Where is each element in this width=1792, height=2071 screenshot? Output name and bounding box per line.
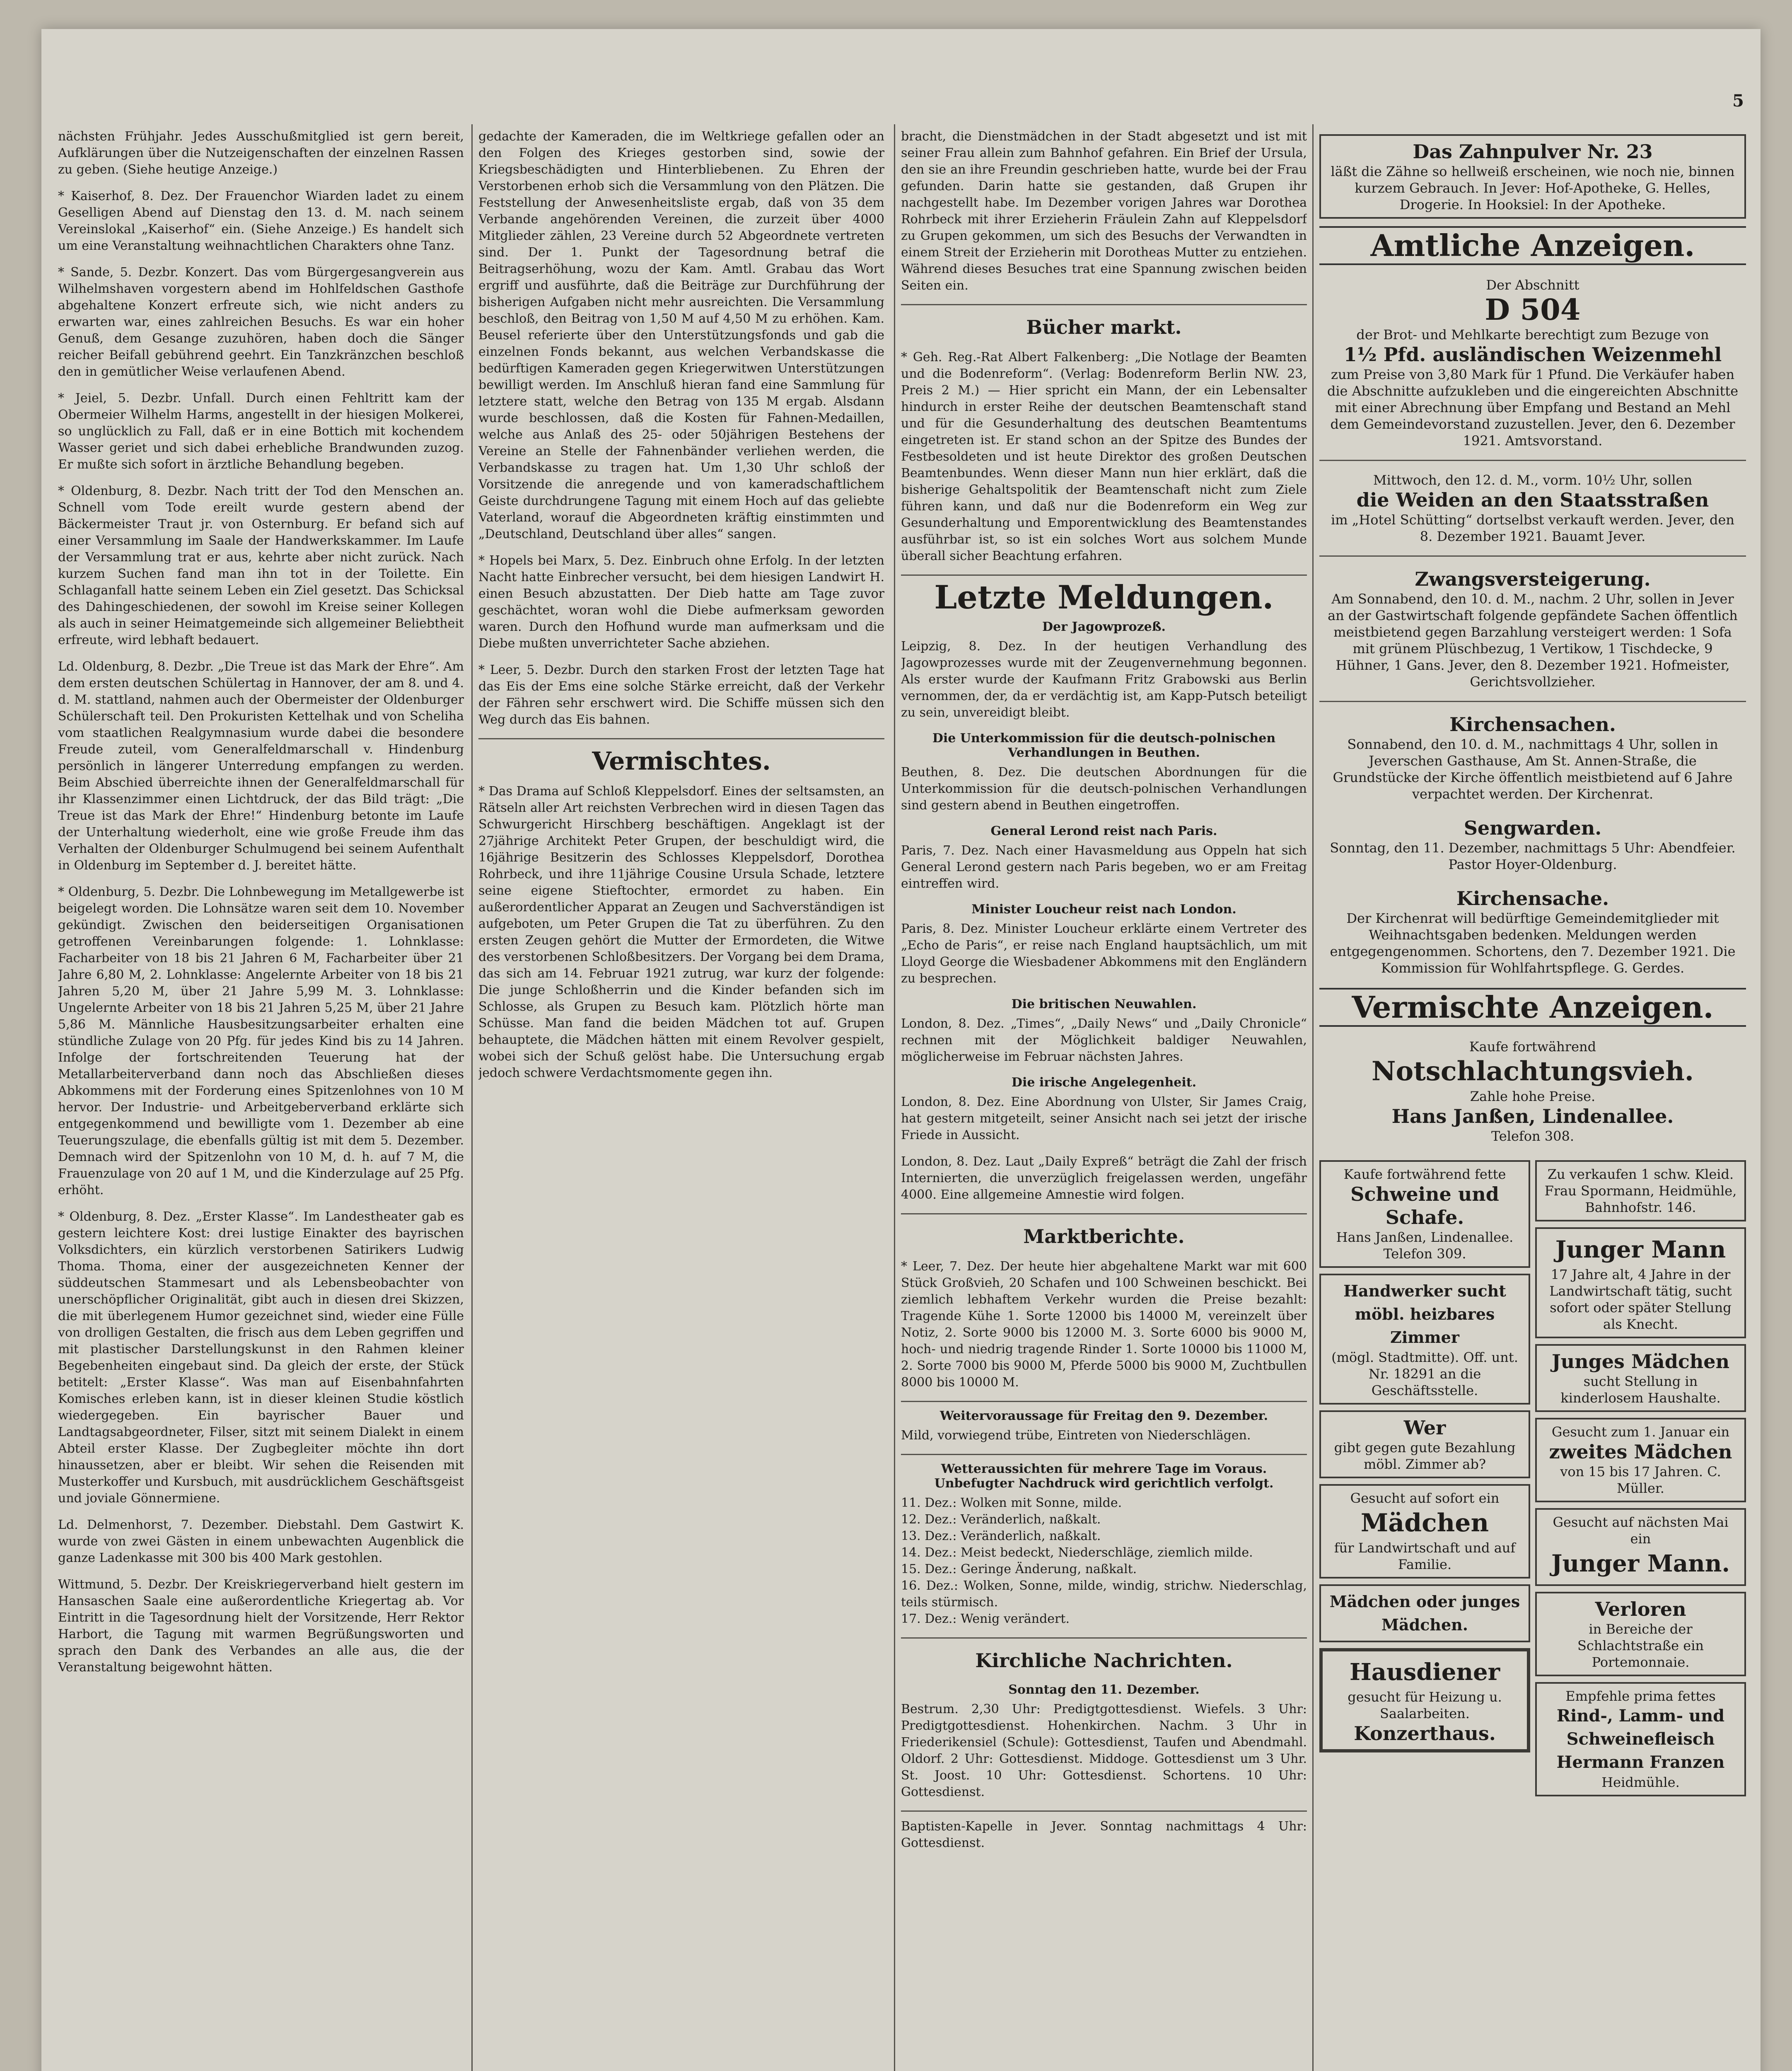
weather-line: 14. Dez.: Meist bedeckt, Niederschläge, ziemlich milde.: [901, 1545, 1253, 1560]
article: Ld. Oldenburg, 8. Dezbr. „Die Treue ist das Mark der Ehre“. Am dem ersten deutschen Schülertag in Hannover, der am 8. und 4. d. M. stattland, nahmen auch der Obermeister der Oldenburger Schülerschaft teil. Den Prokuristen Kettelhak und von Scheliha vom staatlichen Realgymnasium wurde dabei die besondere Freude zuteil, vom Generalfeldmarschall v. Hindenburg persönlich in längerer Unterredung empfangen zu werden. Beim Abschied überreichte ihnen der Generalfeldmarschall für ihr Klassenzimmer einen Lichtdruck, der das Bild trägt: „Die Treue ist das Mark der Ehre!“ Hindenburg betonte im Laufe der Unterhaltung wiederholt, eine wie große Freude ihm das Verhalten der Oldenburger Schulmugend bei seinem Aufenthalt in Oldenburg im September d. J. bereitet hätte.: [58, 659, 464, 873]
article: Leipzig, 8. Dez. In der heutigen Verhandlung des Jagowprozesses wurde mit der Zeugenvernehmung begonnen. Als erster wurde der Kaufmann Fritz Grabowski aus Berlin vernommen, der, da er verdächtig ist, am Kapp-Putsch beteiligt zu sein, unvereidigt bleibt.: [901, 639, 1307, 720]
divider: [901, 1810, 1307, 1812]
divider: [901, 304, 1307, 305]
ad-text: Zahle hohe Preise.: [1470, 1089, 1596, 1104]
section-title-vermischte-anzeigen: Vermischte Anzeigen.: [1319, 988, 1746, 1027]
ad-headline: Zwangsversteigerung.: [1415, 568, 1651, 590]
headline: Die britischen Neuwahlen.: [1011, 997, 1197, 1011]
headline: Die Unterkommission für die deutsch-polnischen Verhandlungen in Beuthen.: [932, 731, 1276, 760]
ad-grid-right: [1535, 1154, 1746, 1802]
headline: Sonntag den 11. Dezember.: [1008, 1682, 1200, 1697]
ad-verloren: [1535, 1592, 1746, 1676]
article: * Das Drama auf Schloß Kleppelsdorf. Eines der seltsamsten, an Rätseln aller Art reichsten Verbrechen wird in diesen Tagen das Schwurgericht Hirschberg beschäftigen. Angeklagt ist der 27jährige Architekt Peter Grupen, der beschuldigt wird, die 16jährige Besitzerin des Schlosses Kleppelsdorf, Dorothea Rohrbeck, und ihre 11jährige Cousine Ursula Schade, letztere seine eigene Stieftochter, ermordet zu haben. Ein außerordentlicher Apparat an Zeugen und Sachverständigen ist aufgeboten, um Peter Grupen die Tat zu überführen. Zu den ersten Zeugen gehört die Mutter der Ermordeten, die Witwe des verstorbenen Schloßbesitzers. Der Vorgang bei dem Drama, das sich am 14. Februar 1921 zutrug, war kurz der folgende: Die junge Schloßherrin und die Kinder befanden sich im Schlosse, als Grupen zu Besuch kam. Plötzlich hörte man Schüsse. Man fand die beiden Mädchen tot auf. Grupen behauptete, die Mädchen hätten mit einem Revolver gespielt, wobei sich der Schuß gelöst habe. Die Untersuchung ergab jedoch schwere Verdachtsmomente gegen ihn.: [478, 784, 884, 1080]
ad-text: gibt gegen gute Bezahlung möbl. Zimmer ab?: [1334, 1440, 1516, 1472]
ad-sengwarden: [1319, 812, 1746, 877]
divider: [1319, 555, 1746, 557]
ad-zahnpulver: [1319, 134, 1746, 219]
ad-text: Telefon 308.: [1491, 1128, 1575, 1144]
ad-headline: Handwerker sucht möbl. heizbares Zimmer: [1343, 1282, 1506, 1347]
ad-text: der Brot- und Mehlkarte berechtigt zum Bezuge von: [1356, 327, 1709, 343]
column-advertisements: [1319, 128, 1746, 2071]
ad-headline: Das Zahnpulver Nr. 23: [1413, 140, 1653, 163]
ad-zwangsversteigerung: [1319, 563, 1746, 694]
ad-maedchen-oder: [1319, 1584, 1530, 1642]
column-local-news: [58, 128, 464, 2071]
column-news-3: [901, 128, 1307, 2071]
ad-text: (mögl. Stadtmitte). Off. unt. Nr. 18291 an die Geschäftsstelle.: [1331, 1349, 1518, 1398]
ad-headline: Hermann Franzen: [1556, 1752, 1725, 1772]
section-title-marktberichte: Marktberichte.: [1023, 1225, 1185, 1248]
ad-junges-maedchen: [1535, 1344, 1746, 1412]
ad-headline: Hans Janßen, Lindenallee.: [1391, 1105, 1674, 1127]
ad-headline: zweites Mädchen: [1549, 1441, 1732, 1463]
ad-text: sucht Stellung in kinderlosem Haushalte.: [1560, 1373, 1721, 1406]
article: * Jeiel, 5. Dezbr. Unfall. Durch einen Fehltritt kam der Obermeier Wilhelm Harms, angestellt in der hiesigen Molkerei, so unglücklich zu Fall, daß er in eine Bottich mit kochendem Wasser geriet und sich dabei erhebliche Brandwunden zuzog. Er mußte sich sofort in ärztliche Behandlung begeben.: [58, 391, 464, 472]
ad-text: zum Preise von 3,80 Mark für 1 Pfund. Die Verkäufer haben die Abschnitte aufzukleben und die eingereichten Abschnitte mit einer Abrechnung über Empfang und Bestand an Mehl dem Gemeindevorstand zuzustellen. Jever, den 6. Dezember 1921. Amtsvorstand.: [1327, 367, 1739, 449]
article: * Leer, 5. Dezbr. Durch den starken Frost der letzten Tage hat das Eis der Ems eine solche Stärke erreicht, daß der Verkehr der Fähren sehr erschwert wird. Die Schiffe müssen sich den Weg durch das Eis bahnen.: [478, 663, 884, 727]
headline: General Lerond reist nach Paris.: [990, 824, 1217, 838]
divider: [1319, 460, 1746, 461]
section-title-kirchliche-nachrichten: Kirchliche Nachrichten.: [975, 1649, 1233, 1672]
ad-handwerker: [1319, 1274, 1530, 1405]
ad-text: Sonnabend, den 10. d. M., nachmittags 4 Uhr, sollen in Jeverschen Gasthause, Am St. Annen-Straße, die Grundstücke der Kirche öffentlich meistbietend auf 6 Jahre verpachtet werden. Der Kirchenrat.: [1333, 736, 1733, 802]
ad-junger-mann: [1535, 1227, 1746, 1338]
ad-text: Heidmühle.: [1601, 1774, 1680, 1790]
article: Beuthen, 8. Dez. Die deutschen Abordnungen für die Unterkommission für die deutsch-polnischen Verhandlungen sind gestern abend in Beuthen eingetroffen.: [901, 765, 1307, 813]
section-title-vermischtes: Vermischtes.: [592, 747, 771, 776]
headline: Wetteraussichten für mehrere Tage im Voraus. Unbefugter Nachdruck wird gerichtlich verfolgt.: [934, 1462, 1274, 1491]
article: Paris, 7. Dez. Nach einer Havasmeldung aus Oppeln hat sich General Lerond gestern nach Paris begeben, wo er am Freitag eintreffen wird.: [901, 843, 1307, 891]
ad-headline: Konzerthaus.: [1354, 1722, 1496, 1745]
divider: [1319, 701, 1746, 702]
ad-headline: Rind-, Lamm- und Schweinefleisch: [1556, 1706, 1725, 1749]
ad-text: für Landwirtschaft und auf Familie.: [1334, 1540, 1516, 1572]
headline: Die irische Angelegenheit.: [1011, 1075, 1197, 1090]
ad-headline: Junger Mann: [1555, 1236, 1726, 1263]
ad-fleisch: [1535, 1682, 1746, 1796]
ad-headline: Kirchensachen.: [1449, 713, 1616, 736]
ad-text: Gesucht auf sofort ein: [1350, 1490, 1500, 1506]
headline: Minister Loucheur reist nach London.: [971, 902, 1237, 917]
ad-headline: Notschlachtungsvieh.: [1372, 1056, 1694, 1087]
ad-headline: Sengwarden.: [1464, 817, 1602, 839]
column-rule: [894, 124, 895, 2071]
divider: [901, 1213, 1307, 1214]
newspaper-page: [41, 29, 1761, 2071]
weather-line: 15. Dez.: Geringe Änderung, naßkalt.: [901, 1562, 1137, 1576]
ad-headline: Mädchen oder junges Mädchen.: [1329, 1592, 1520, 1634]
article: gedachte der Kameraden, die im Weltkriege gefallen oder an den Folgen des Krieges gestorben sind, sowie der Kriegsbeschädigten und Hinterbliebenen. Zu Ehren der Verstorbenen erhob sich die Versammlung von den Plätzen. Die Feststellung der Anwesenheitsliste ergab, daß von 35 dem Verbande angehörenden Vereinen, die zurzeit über 4000 Mitglieder zählen, 23 Vereine durch 52 Abgeordnete vertreten sind. Der 1. Punkt der Tagesordnung betraf die Beitragserhöhung, wozu der Kam. Amtl. Grabau das Wort ergriff und ausführte, daß die Beiträge zur Durchführung der bisherigen Aufgaben nicht mehr ausreichten. Die Versammlung beschloß, den Beitrag von 1,50 M auf 4,50 M zu erhöhen. Kam. Beusel referierte über den Unterstützungsfonds und gab die einzelnen Fonds bekannt, aus welchen Verbandskasse die bedürftigen Kameraden gegen Kriegerwitwen Unterstützungen bewilligt werden. Im Anschluß hieran fand eine Sammlung für letztere statt, welche den Betrag von 135 M ergab. Alsdann wurde beschlossen, daß die Kosten für Fahnen-Medaillen, welche aus Anlaß des 25- oder 50jährigen Bestehens der Vereine an Stelle der Fahnenbänder verliehen werden, die Verbandskasse zu tragen hat. Um 1,30 Uhr schloß der Vorsitzende die anregende und von kameradschaftlichem Geiste durchdrungene Tagung mit einem Hoch auf das geliebte Vaterland, worauf die Abgeordneten kräftig einstimmten und „Deutschland, Deutschland über alles“ sangen.: [478, 129, 884, 541]
section-title-letzte-meldungen: Letzte Meldungen.: [934, 579, 1274, 616]
ad-text: Der Abschnitt: [1486, 277, 1579, 293]
page-number: 5: [1732, 91, 1744, 111]
ad-text: Mittwoch, den 12. d. M., vorm. 10½ Uhr, sollen: [1373, 472, 1693, 488]
divider: [901, 1454, 1307, 1455]
ad-text: Am Sonnabend, den 10. d. M., nachm. 2 Uhr, sollen in Jever an der Gastwirtschaft folgende gepfändete Sachen öffentlich meistbietend gegen Barzahlung versteigert werden: 1 Sofa mit grünem Plüschbezug, 1 Vertikow, 1 Tischdecke, 9 Hühner, 1 Gans. Jever, den 8. Dezember 1921. Hofmeister, Gerichtsvollzieher.: [1328, 591, 1738, 690]
ad-wer: [1319, 1410, 1530, 1478]
ad-text: Hans Janßen, Lindenallee. Telefon 309.: [1336, 1229, 1514, 1262]
ad-text: läßt die Zähne so hellweiß erscheinen, wie noch nie, binnen kurzem Gebrauch. In Jever: Hof-Apotheke, G. Helles, Drogerie. In Hooksiel: In der Apotheke.: [1331, 164, 1735, 212]
divider: [478, 738, 884, 739]
ad-headline: 1½ Pfd. ausländischen Weizenmehl: [1343, 343, 1722, 366]
ad-headline: Schweine und Schafe.: [1350, 1183, 1499, 1229]
ad-hausdiener: [1319, 1648, 1530, 1752]
article: Baptisten-Kapelle in Jever. Sonntag nachmittags 4 Uhr: Gottesdienst.: [901, 1819, 1307, 1850]
ad-grid-left: [1319, 1154, 1530, 1802]
ad-kirchensache: [1319, 883, 1746, 980]
ad-weiden: [1319, 468, 1746, 549]
headline: Der Jagowprozeß.: [1042, 620, 1166, 634]
ad-mehlkarte: [1319, 273, 1746, 453]
ad-grid: [1319, 1154, 1746, 1802]
article: Wittmund, 5. Dezbr. Der Kreiskriegerverband hielt gestern im Hansaschen Saale eine außerordentliche Kriegertag ab. Vor Eintritt in die Tagesordnung hielt der Vorsitzende, Herr Rektor Harbort, die Tagung mit warmen Begrüßungsworten und sprach den Dank des Verbandes an alle aus, die der Veranstaltung beigewohnt hätten.: [58, 1577, 464, 1675]
article: * Leer, 7. Dez. Der heute hier abgehaltene Markt war mit 600 Stück Großvieh, 20 Schafen und 100 Schweinen beschickt. Bei ziemlich lebhaftem Verkehr wurden die Preise bezahlt: Tragende Kühe 1. Sorte 12000 bis 14000 M, vereinzelt über Notiz, 2. Sorte 9000 bis 12000 M. 3. Sorte 6000 bis 9000 M, hoch- und niedrig tragende Rinder 1. Sorte 10000 bis 11000 M, 2. Sorte 7000 bis 9000 M, Pferde 5000 bis 9000 M, Zuchtbullen 8000 bis 10000 M.: [901, 1259, 1307, 1390]
ad-headline: Junger Mann.: [1551, 1550, 1730, 1577]
divider: [901, 1637, 1307, 1639]
weather-line: 13. Dez.: Veränderlich, naßkalt.: [901, 1529, 1101, 1543]
ad-text: Kaufe fortwährend fette: [1343, 1166, 1506, 1182]
ad-text: Gesucht auf nächsten Mai ein: [1553, 1514, 1729, 1547]
article: * Hopels bei Marx, 5. Dez. Einbruch ohne Erfolg. In der letzten Nacht hatte Einbrecher versucht, bei dem hiesigen Landwirt H. einen Besuch abzustatten. Der Dieb hatte am Tage zuvor geschächtet, woran wohl die Diebe aufmerksam geworden waren. Durch den Hofhund wurde man aufmerksam und die Diebe mußten unverrichteter Sache abziehen.: [478, 553, 884, 651]
ad-headline: Mädchen: [1360, 1509, 1489, 1538]
ad-headline: Wer: [1403, 1417, 1446, 1439]
article: * Oldenburg, 8. Dez. „Erster Klasse“. Im Landestheater gab es gestern leichtere Kost: drei lustige Einakter des bayrischen Volksdichters, ein kürzlich verstorbenen Satirikers Ludwig Thoma. Thoma, einer der ausgezeichneten Kenner der süddeutschen Stammesart und als Lebensbeobachter von unerschöpflicher Originalität, gibt auch in diesen drei Skizzen, die mit überlegenem Humor gezeichnet sind, wieder eine Fülle von drolligen Gestalten, die frisch aus dem Leben gegriffen und mit plastischer Darstellungskunst in den Rahmen kleiner Begebenheiten eingebaut sind. Da gleich der erste, der Stück betitelt: „Erster Klasse“. Was man auf Eisenbahnfahrten Komisches erleben kann, ist in dieser kleinen Studie köstlich wiedergegeben. Ein bayrischer Bauer und Landtagsabgeordneter, Filser, sitzt mit seinem Dialekt in einem Abteil erster Klasse. Der Zugbegleiter möchte ihn dort hinaussetzen, aber er bleibt. Wir sehen die Reisenden mit Musterkoffer und Kursbuch, mit ausdrücklichem Geschäftsgeist und joviale Gönnermiene.: [58, 1209, 464, 1506]
article: Bestrum. 2,30 Uhr: Predigtgottesdienst. Wiefels. 3 Uhr: Predigtgottesdienst. Hohenkirchen. Nachm. 3 Uhr in Friederikensiel (Schule): Gottesdienst, Taufen und Abendmahl. Oldorf. 2 Uhr: Gottesdienst. Middoge. Gottesdienst um 3 Uhr. St. Joost. 10 Uhr: Gottesdienst. Schortens. 10 Uhr: Gottesdienst.: [901, 1702, 1307, 1799]
ad-text: gesucht für Heizung u. Saalarbeiten.: [1348, 1689, 1502, 1721]
article: London, 8. Dez. „Times“, „Daily News“ und „Daily Chronicle“ rechnen mit der Möglichkeit baldiger Neuwahlen, möglicherweise im Februar nächsten Jahres.: [901, 1016, 1307, 1064]
ad-text: in Bereiche der Schlachtstraße ein Portemonnaie.: [1577, 1621, 1704, 1670]
ad-schweine: [1319, 1160, 1530, 1268]
weather-line: 11. Dez.: Wolken mit Sonne, milde.: [901, 1496, 1122, 1510]
ad-zweites-maedchen: [1535, 1418, 1746, 1502]
ad-headline: Kirchensache.: [1456, 887, 1609, 910]
divider: [901, 574, 1307, 576]
ad-text: Sonntag, den 11. Dezember, nachmittags 5 Uhr: Abendfeier. Pastor Hoyer-Oldenburg.: [1330, 840, 1736, 872]
ad-text: 17 Jahre alt, 4 Jahre in der Landwirtschaft tätig, sucht sofort oder später Stellung als Knecht.: [1549, 1267, 1732, 1332]
column-rule: [1312, 124, 1314, 2071]
article: Ld. Delmenhorst, 7. Dezember. Diebstahl. Dem Gastwirt K. wurde von zwei Gästen in einem unbewachten Augenblick die ganze Ladenkasse mit 300 bis 400 Mark gestohlen.: [58, 1518, 464, 1565]
weather-line: 16. Dez.: Wolken, Sonne, milde, windig, strichw. Niederschlag, teils stürmisch.: [901, 1579, 1307, 1610]
ad-text: Empfehle prima fettes: [1565, 1688, 1716, 1704]
ad-junger-mann-2: [1535, 1508, 1746, 1586]
weather-line: 12. Dez.: Veränderlich, naßkalt.: [901, 1512, 1101, 1527]
article: nächsten Frühjahr. Jedes Ausschußmitglied ist gern bereit, Aufklärungen über die Nutzeigenschaften der einzelnen Rassen zu geben. (Siehe heutige Anzeige.): [58, 129, 464, 177]
ad-headline: D 504: [1485, 292, 1581, 327]
article: London, 8. Dez. Eine Abordnung von Ulster, Sir James Craig, hat gestern mitgeteilt, seiner Ansicht nach sei jetzt der irische Friede in Aussicht.: [901, 1095, 1307, 1142]
article: * Oldenburg, 8. Dezbr. Nach tritt der Tod den Menschen an. Schnell vom Tode ereilt wurde gestern abend der Bäckermeister Traut jr. von Osternburg. Er befand sich auf einer Versammlung im Saale der Handwerkskammer. Im Laufe der Versammlung trat er aus, kehrte aber nicht zurück. Nach kurzem Suchen fand man ihn tot in der Toilette. Ein Schlaganfall hatte seinem Leben ein Ziel gesetzt. Das Schicksal des Dahingeschiedenen, der sowohl im Kreise seiner Kollegen als auch in seiner Heimatgemeinde sich allgemeiner Beliebtheit erfreute, wird lebhaft bedauert.: [58, 484, 464, 647]
article: bracht, die Dienstmädchen in der Stadt abgesetzt und ist mit seiner Frau allein zum Bahnhof gefahren. Ein Brief der Ursula, den sie an ihre Freundin geschrieben hatte, wurde bei der Frau gefunden. Darin hatte sie gestanden, daß Grupen ihr nachgestellt habe. Im Dezember vorigen Jahres war Dorothea Rohrbeck mit ihrer Erzieherin Fräulein Zahn auf Kleppelsdorf zu Grupen gekommen, um sich des Besuchs der Verwandten in einem Streit der Erzieherin mit Dorotheas Mutter zu entziehen. Während dieses Besuches trat eine Spannung zwischen beiden Seiten ein.: [901, 129, 1307, 293]
article: London, 8. Dez. Laut „Daily Expreß“ beträgt die Zahl der frisch Internierten, die unverzüglich freigelassen werden, ungefähr 4000. Eine allgemeine Amnestie wird folgen.: [901, 1154, 1307, 1202]
section-title-amtliche-anzeigen: Amtliche Anzeigen.: [1319, 226, 1746, 265]
ad-text: im „Hotel Schütting“ dortselbst verkauft werden. Jever, den 8. Dezember 1921. Bauamt Jever.: [1331, 512, 1734, 544]
article: * Kaiserhof, 8. Dez. Der Frauenchor Wiarden ladet zu einem Geselligen Abend auf Dienstag den 13. d. M. nach seinem Vereinslokal „Kaiserhof“ ein. (Siehe Anzeige.) Es handelt sich um eine Veranstaltung weihnachtlichen Charakters ohne Tanz.: [58, 189, 464, 253]
column-rule: [471, 124, 473, 2071]
ad-headline: Verloren: [1595, 1598, 1686, 1620]
divider: [901, 1401, 1307, 1402]
ad-headline: Hausdiener: [1349, 1658, 1500, 1686]
ad-text: Der Kirchenrat will bedürftige Gemeindemitglieder mit Weihnachtsgaben bedenken. Meldungen werden entgegengenommen. Schortens, den 7. Dezember 1921. Die Kommission für Wohlfahrtspflege. G. Gerdes.: [1330, 910, 1736, 976]
article: * Oldenburg, 5. Dezbr. Die Lohnbewegung im Metallgewerbe ist beigelegt worden. Die Lohnsätze waren seit dem 10. November gekündigt. Zwischen den beiderseitigen Organisationen getroffenen Vereinbarungen folgende: 1. Lohnklasse: Facharbeiter von 18 bis 21 Jahren 6 M, Facharbeiter über 21 Jahre 6,80 M, 2. Lohnklasse: Angelernte Arbeiter von 18 bis 21 Jahren 5,20 M, über 21 Jahre 5,99 M. 3. Lohnklasse: Ungelernte Arbeiter von 18 bis 21 Jahren 5,25 M, über 21 Jahre 5,86 M. Männliche Hausbesitzungsarbeiter erhalten eine stündliche Zulage von 20 Pfg. für jedes Kind bis zu 14 Jahren. Infolge der fortschreitenden Teuerung hat der Metallarbeiterverband dann noch das Abschließen dieses Abkommens mit der Forderung eines Spitzenlohnes von 10 M hervor. Der Industrie- und Arbeitgeberverband erklärte sich entgegenkommend und bewilligte vom 1. Dezember ab eine Teuerungszulage, die ebenfalls gültig ist mit dem 5. Dezember. Demnach wird der Spitzenlohn von 10 M, d. h. auf 7 M, die Frauenzulage von 20 auf 1 M, und die Kinderzulage auf 25 Pfg. erhöht.: [58, 885, 464, 1197]
ad-text: Kaufe fortwährend: [1469, 1039, 1596, 1055]
ad-kirchensachen: [1319, 709, 1746, 806]
ad-headline: Junges Mädchen: [1551, 1350, 1730, 1373]
ad-text: Gesucht zum 1. Januar ein: [1551, 1424, 1730, 1440]
ad-text: von 15 bis 17 Jahren. C. Müller.: [1560, 1464, 1721, 1496]
article: Paris, 8. Dez. Minister Loucheur erklärte einem Vertreter des „Echo de Paris“, er reise nach England hauptsächlich, um mit Lloyd George die Wiesbadener Abkommens mit den Engländern zu besprechen.: [901, 922, 1307, 986]
weather-line: 17. Dez.: Wenig verändert.: [901, 1612, 1070, 1626]
ad-notschlachtungsvieh: [1319, 1034, 1746, 1149]
ad-text: Zu verkaufen 1 schw. Kleid. Frau Spormann, Heidmühle, Bahnhofstr. 146.: [1544, 1166, 1737, 1215]
article: * Sande, 5. Dezbr. Konzert. Das vom Bürgergesangverein aus Wilhelmshaven vorgestern abend im Hohlfeldschen Gasthofe abgehaltene Konzert erfreute sich, wie nicht anders zu erwarten war, eines zahlreichen Besuchs. Es war ein hoher Genuß, dem Gesange zuzuhören, haben doch die Sänger reicher Beifall gebührend geehrt. Ein Tanzkränzchen beschloß den in gemütlicher Weise verlaufenen Abend.: [58, 265, 464, 379]
section-title-buechermarkt: Bücher markt.: [1026, 316, 1182, 338]
article: * Geh. Reg.-Rat Albert Falkenberg: „Die Notlage der Beamten und die Bodenreform“. (Verlag: Bodenreform Berlin NW. 23, Preis 2 M.) — Hier spricht ein Mann, der ein Lebensalter hindurch in erster Reihe der deutschen Beamtenschaft stand und für die Gesunderhaltung des deutschen Beamtentums eingetreten ist. Er stand schon an der Spitze des Bundes der Festbesoldeten und ist heute Direktor des großen Deutschen Beamtenbundes. Wenn dieser Mann nun hier erklärt, daß die bisherige Gehaltspolitik der Beamtenschaft nicht zum Ziele führen kann, und daß nur die Bodenreform ein Weg zur Gesunderhaltung und Emporentwicklung des Beamtenstandes ausführbar ist, so ist ein solches Wort aus solchem Munde überall sicher Beachtung erfahren.: [901, 350, 1307, 563]
ad-maedchen: [1319, 1484, 1530, 1579]
headline: Weitervoraussage für Freitag den 9. Dezember.: [939, 1409, 1268, 1423]
ad-zu-verkaufen: [1535, 1160, 1746, 1221]
article: Mild, vorwiegend trübe, Eintreten von Niederschlägen.: [901, 1428, 1251, 1443]
column-news-2: [478, 128, 884, 2071]
ad-headline: die Weiden an den Staatsstraßen: [1356, 489, 1709, 511]
